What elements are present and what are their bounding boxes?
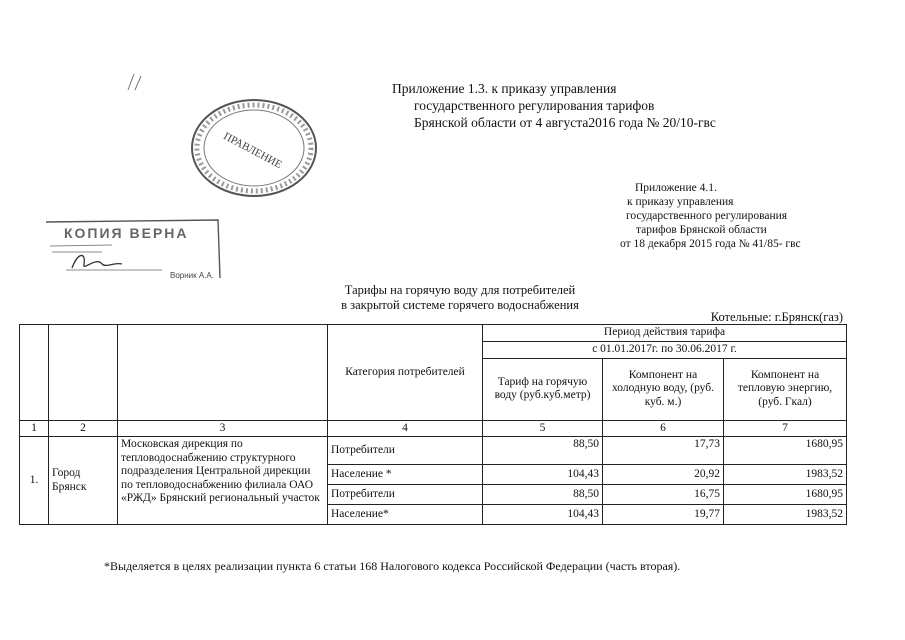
header-cold: Компонент на холодную воду, (руб. куб. м.) xyxy=(603,358,724,420)
header-heat: Компонент на тепловую энергию, (руб. Гкал) xyxy=(724,358,847,420)
table-row xyxy=(20,437,847,465)
column-number-row xyxy=(20,420,847,437)
heat-cell: 1680,95 xyxy=(724,485,847,505)
footnote: *Выделяется в целях реализации пункта 6 статьи 168 Налогового кодекса Российской Федерации (часть вторая). xyxy=(104,559,681,573)
category-cell: Потребители xyxy=(328,437,483,465)
boilers-label: Котельные: г.Брянск(газ) xyxy=(710,310,843,324)
tariff-cell: 104,43 xyxy=(483,465,603,485)
table-header-row-1 xyxy=(20,325,847,342)
round-seal-text: ПРАВЛЕНИЕ xyxy=(221,130,284,172)
appendix-header-line-1: Приложение 4.1. xyxy=(635,182,717,194)
column-number: 3 xyxy=(118,420,328,437)
pen-mark-icon xyxy=(126,72,144,92)
tariff-cell: 88,50 xyxy=(483,485,603,505)
order-header xyxy=(392,80,716,131)
document-title xyxy=(290,283,630,313)
column-number: 5 xyxy=(483,420,603,437)
copy-correct-stamp xyxy=(42,212,224,286)
appendix-header xyxy=(618,181,801,251)
header-city-cell xyxy=(49,325,118,421)
appendix-header-line-2: к приказу управления xyxy=(627,196,734,208)
order-header-line-2: государственного регулирования тарифов xyxy=(414,98,655,113)
tariff-cell: 104,43 xyxy=(483,505,603,525)
header-period-dates: с 01.01.2017г. по 30.06.2017 г. xyxy=(483,342,847,359)
column-number: 6 xyxy=(603,420,724,437)
appendix-header-line-5: от 18 декабря 2015 года № 41/85- гвс xyxy=(620,238,801,250)
column-number: 1 xyxy=(20,420,49,437)
header-org-cell xyxy=(118,325,328,421)
organization-cell: Московская дирекция по тепловодоснабжению структурного подразделения Центральной дирекции по тепловодоснабжению филиала ОАО «РЖД» Брянский региональный участок xyxy=(118,437,328,525)
header-num-cell xyxy=(20,325,49,421)
round-seal-stamp xyxy=(186,96,322,200)
header-tariff: Тариф на горячую воду (руб.куб.метр) xyxy=(483,358,603,420)
category-cell: Потребители xyxy=(328,485,483,505)
cold-cell: 20,92 xyxy=(603,465,724,485)
category-cell: Население * xyxy=(328,465,483,485)
category-cell: Население* xyxy=(328,505,483,525)
tariff-table xyxy=(19,324,847,525)
cold-cell: 19,77 xyxy=(603,505,724,525)
row-number: 1. xyxy=(20,437,49,525)
copy-correct-name: Ворник А.А. xyxy=(170,271,214,280)
document-title-line-2: в закрытой системе горячего водоснабжения xyxy=(341,298,579,312)
header-category: Категория потребителей xyxy=(328,325,483,421)
column-number: 4 xyxy=(328,420,483,437)
appendix-header-line-3: государственного регулирования xyxy=(626,210,788,222)
appendix-header-line-4: тарифов Брянской области xyxy=(636,224,767,236)
order-header-line-3: Брянской области от 4 августа2016 года № 20/10-гвс xyxy=(414,115,716,130)
order-header-line-1: Приложение 1.3. к приказу управления xyxy=(392,81,617,96)
cold-cell: 17,73 xyxy=(603,437,724,465)
header-period: Период действия тарифа xyxy=(483,325,847,342)
document-title-line-1: Тарифы на горячую воду для потребителей xyxy=(344,283,576,297)
heat-cell: 1983,52 xyxy=(724,505,847,525)
heat-cell: 1983,52 xyxy=(724,465,847,485)
copy-correct-text: КОПИЯ ВЕРНА xyxy=(64,225,189,241)
cold-cell: 16,75 xyxy=(603,485,724,505)
city-cell: Город Брянск xyxy=(49,437,118,525)
column-number: 7 xyxy=(724,420,847,437)
column-number: 2 xyxy=(49,420,118,437)
tariff-cell: 88,50 xyxy=(483,437,603,465)
heat-cell: 1680,95 xyxy=(724,437,847,465)
